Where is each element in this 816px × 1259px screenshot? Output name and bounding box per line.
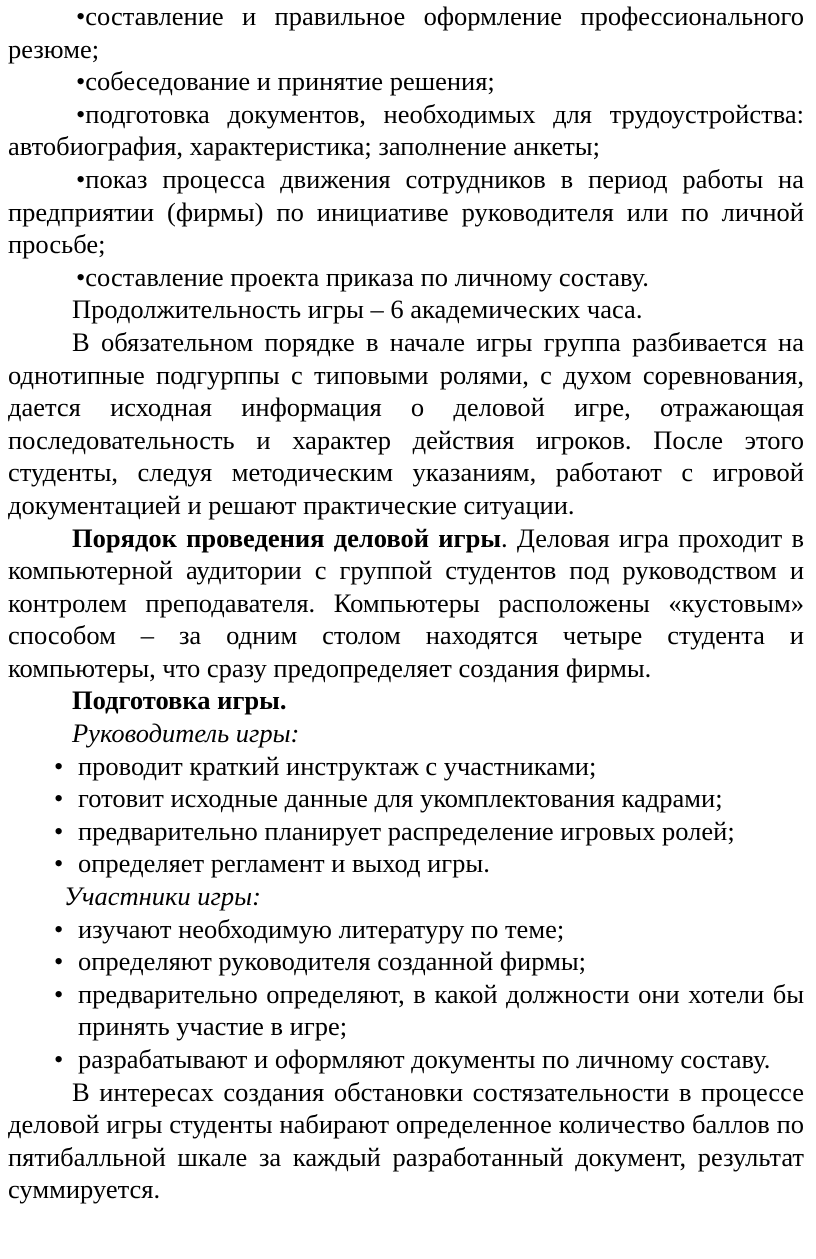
bullet-icon: • (54, 1044, 64, 1074)
leader-label: Руководитель игры: (72, 718, 300, 749)
list-item: • готовит исходные данные для укомплектования кадрами; (54, 783, 723, 814)
bullet-icon: • (76, 163, 86, 194)
leader-list (8, 750, 804, 880)
list-item: • проводит краткий инструктаж с участниками; (54, 750, 597, 781)
procedure-title: Порядок проведения деловой игры (72, 522, 502, 553)
participants-label: Участники игры: (64, 881, 261, 912)
intro-bullet-item: •составление и правильное оформление профессионального резюме; (8, 1, 804, 64)
intro-bullet-item: •составление проекта приказа по личному составу. (76, 261, 649, 292)
closing-paragraph: В интересах создания обстановки состязательности в процессе деловой игры студенты набирают определенное количество баллов по пятибалльной шкале за каждый разработанный документ, результат суммируется. (8, 1076, 804, 1205)
bullet-icon: • (54, 815, 64, 846)
bullet-icon: • (54, 913, 64, 944)
list-item: • предварительно определяют, в какой должности они хотели бы принять участие в игре; (54, 978, 804, 1042)
intro-paragraph: В обязательном порядке в начале игры группа разбивается на однотипные подгурппы с типовыми ролями, с духом соревнования, дается исходная информация о деловой игре, отражающая последовательность и характер действия игроков. После этого студенты, следуя методическим указаниям, работают с игровой документацией и решают практические ситуации. (8, 326, 804, 520)
participants-list (8, 913, 804, 1076)
list-item: • изучают необходимую литературу по теме; (54, 913, 565, 944)
bullet-icon: • (54, 783, 64, 814)
bullet-icon: • (76, 1, 86, 31)
intro-bullet-item: •собеседование и принятие решения; (76, 66, 495, 97)
duration-paragraph: Продолжительность игры – 6 академических часа. (72, 294, 643, 325)
bullet-icon: • (54, 750, 64, 781)
bullet-icon: • (54, 946, 64, 977)
bullet-icon: • (76, 66, 86, 97)
preparation-heading: Подготовка игры. (72, 685, 287, 716)
procedure-text: . Деловая игра проходит в компьютерной аудитории с группой студентов под руководством и контролем преподавателя. Компьютеры расположены «кустовым» способом – за одним столом находятся четыре студента и компьютеры, что сразу предопределяет создания фирмы. (8, 522, 804, 683)
bullet-icon: • (76, 261, 86, 292)
bullet-icon: • (54, 978, 64, 1009)
intro-bullet-item: •показ процесса движения сотрудников в период работы на предприятии (фирмы) по инициативе руководителя или по личной просьбе; (8, 163, 804, 260)
bullet-icon: • (76, 98, 86, 129)
list-item: • определяют руководителя созданной фирмы; (54, 946, 587, 977)
list-item: • разрабатывают и оформляют документы по личному составу. (54, 1044, 771, 1074)
intro-bullet-list (8, 0, 804, 293)
bullet-icon: • (54, 848, 64, 879)
list-item: • определяет регламент и выход игры. (54, 848, 490, 879)
list-item: • предварительно планирует распределение игровых ролей; (54, 815, 735, 846)
intro-bullet-item: •подготовка документов, необходимых для трудоустройства: автобиография, характеристика; заполнение анкеты; (8, 98, 804, 162)
procedure-paragraph (8, 522, 804, 685)
